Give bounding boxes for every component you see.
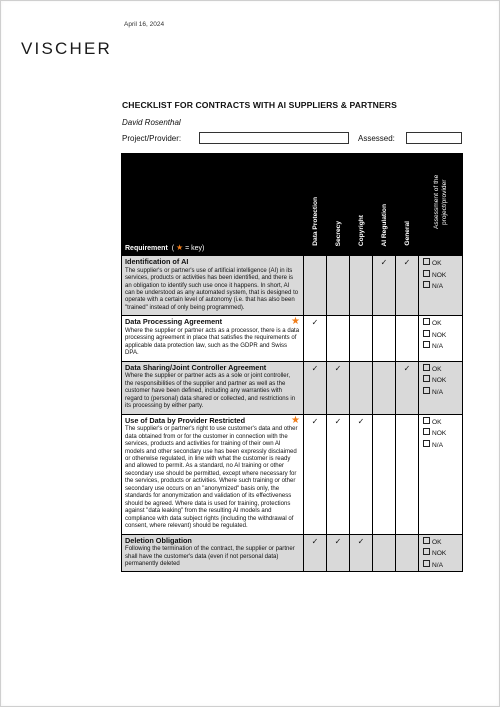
column-header-secrecy: Secrecy: [327, 154, 350, 256]
document-title: CHECKLIST FOR CONTRACTS WITH AI SUPPLIERS & PARTNERS: [122, 100, 397, 110]
check-cell: [396, 316, 419, 361]
check-cell: [350, 256, 373, 316]
project-provider-label: Project/Provider:: [122, 134, 182, 143]
checkmark-icon: ✓: [380, 258, 388, 267]
requirement-description: The supplier's or partner's use of artificial intelligence (AI) in its services, products or activities has been identified, and there is an obligation to identify such use once it happens. In short, AI can be understood as any automated system, that is designed to operate with a certain level of autonomy (i.e. that has also been "trained" instead of only being programmed).: [125, 267, 299, 311]
checkmark-icon: ✓: [311, 416, 319, 426]
checkmark-icon: ✓: [311, 363, 319, 373]
requirement-title: Identification of AI: [125, 257, 189, 266]
assessment-option[interactable]: [423, 375, 462, 387]
assessed-field[interactable]: [406, 132, 462, 144]
checkbox-icon[interactable]: [423, 537, 430, 544]
check-cell: [304, 316, 327, 361]
check-cell: [304, 414, 327, 534]
assessment-option-label: N/A: [432, 388, 443, 396]
checkbox-icon[interactable]: [423, 330, 430, 337]
assessment-option-label: N/A: [432, 283, 443, 290]
assessment-option[interactable]: [423, 417, 462, 429]
checkbox-icon[interactable]: [423, 318, 430, 325]
requirements-checklist-table: [121, 153, 463, 572]
checkbox-icon[interactable]: [423, 440, 430, 447]
assessment-option[interactable]: [423, 537, 462, 549]
requirement-cell: [122, 316, 304, 361]
assessment-option[interactable]: [423, 258, 462, 270]
requirement-description: Where the supplier or partner acts as a processor, there is a data processing agreement in place that satisfies the requirements of applicable data protection law, such as the GDPR and Swiss DPA.: [125, 327, 300, 357]
assessment-option-label: OK: [432, 418, 442, 426]
assessment-option[interactable]: [423, 440, 462, 452]
assessment-option[interactable]: [423, 330, 462, 342]
assessment-option-label: NOK: [432, 550, 447, 558]
check-cell: [373, 316, 396, 361]
assessment-option-label: NOK: [432, 377, 447, 385]
requirement-cell: [122, 361, 304, 414]
vischer-logo: VISCHER: [21, 39, 112, 58]
table-row: [122, 414, 463, 534]
checkmark-icon: ✓: [403, 363, 411, 373]
checkmark-icon: ✓: [334, 363, 342, 373]
assessment-option-label: NOK: [432, 271, 447, 279]
check-cell: [350, 316, 373, 361]
document-author: David Rosenthal: [122, 118, 181, 127]
requirement-description: Where the supplier or partner acts as a sole or joint controller, the responsibilities of the supplier and partner as well as the customer have been defined, including any warranties with regard to (personal) data shared or collected, and restrictions in its processing by either party.: [125, 373, 296, 410]
assessment-cell: [419, 361, 463, 414]
checkbox-icon[interactable]: [423, 548, 430, 555]
assessment-cell: [419, 256, 463, 316]
checkmark-icon: ✓: [334, 536, 342, 546]
check-cell: [350, 361, 373, 414]
checkmark-icon: ✓: [357, 536, 365, 546]
assessment-option-label: OK: [432, 365, 442, 373]
check-cell: [373, 256, 396, 316]
assessment-option-label: OK: [432, 538, 442, 546]
table-row: [122, 256, 463, 316]
key-star-icon: ★: [291, 316, 300, 328]
assessment-option-label: N/A: [432, 441, 443, 449]
check-cell: [327, 414, 350, 534]
checkmark-icon: ✓: [403, 258, 411, 267]
assessment-cell: [419, 414, 463, 534]
key-star-icon: ★: [291, 414, 300, 426]
requirement-title: Deletion Obligation: [125, 535, 192, 545]
assessment-cell: [419, 534, 463, 572]
assessment-option[interactable]: [423, 270, 462, 282]
checkmark-icon: ✓: [311, 318, 319, 328]
checkbox-icon[interactable]: [423, 560, 430, 567]
checkbox-icon[interactable]: [423, 258, 430, 265]
check-cell: [327, 361, 350, 414]
table-row: [122, 316, 463, 361]
assessment-option[interactable]: [423, 281, 462, 293]
assessment-option[interactable]: [423, 560, 462, 572]
column-header-ai-regulation: AI Regulation: [373, 154, 396, 256]
checkbox-icon[interactable]: [423, 417, 430, 424]
assessment-option[interactable]: [423, 387, 462, 399]
column-header-general: General: [396, 154, 419, 256]
assessment-option-label: N/A: [432, 343, 443, 351]
assessment-option-label: NOK: [432, 430, 447, 438]
checkbox-icon[interactable]: [423, 270, 430, 277]
table-row: [122, 361, 463, 414]
requirement-title: Data Processing Agreement: [125, 317, 223, 327]
table-row: [122, 534, 463, 572]
assessment-option-label: N/A: [432, 561, 443, 569]
check-cell: [327, 256, 350, 316]
check-cell: [396, 361, 419, 414]
requirement-cell: [122, 414, 304, 534]
check-cell: [327, 534, 350, 572]
project-provider-field[interactable]: [199, 132, 349, 144]
assessment-option-label: NOK: [432, 331, 447, 339]
requirement-title: Data Sharing/Joint Controller Agreement: [125, 362, 267, 372]
assessment-option-label: OK: [432, 260, 442, 267]
key-legend-text: = key): [185, 245, 205, 252]
checkbox-icon[interactable]: [423, 387, 430, 394]
column-header-assessment: Assessment of the project/provider: [419, 154, 463, 256]
checkbox-icon[interactable]: [423, 364, 430, 371]
assessed-label: Assessed:: [358, 134, 395, 143]
requirement-header-label: Requirement: [125, 245, 168, 252]
check-cell: [304, 256, 327, 316]
checkmark-icon: ✓: [334, 416, 342, 426]
assessment-option[interactable]: [423, 548, 462, 560]
assessment-option[interactable]: [423, 428, 462, 440]
assessment-option[interactable]: [423, 318, 462, 330]
checkbox-icon[interactable]: [423, 281, 430, 288]
checkmark-icon: ✓: [357, 416, 365, 426]
check-cell: [373, 414, 396, 534]
checkbox-icon[interactable]: [423, 375, 430, 382]
requirement-cell: [122, 534, 304, 572]
check-cell: [350, 414, 373, 534]
checkbox-icon[interactable]: [423, 341, 430, 348]
requirement-description: The supplier's or partner's right to use customer's data and other data obtained from or for the customer in connection with the services, products and activities for training of their own AI models and other secondary use has been expressly disclaimed or otherwise regulated, in line with what the customer is ready and allowed to permit. As a standard, no AI training or other secondary use should be permitted, except where necessary for the services, products or activities. Where such training or other secondary use occurs on an "anonymized" basis only, the standards for anonymization and validation of its effectiveness should be agreed. Where data is used for training, protections against "data leaking" from the resulting AI models and compliance with data subject rights (including the withdrawal of consent, where relevant) should be regulated.: [125, 426, 298, 530]
assessment-option[interactable]: [423, 341, 462, 353]
check-cell: [396, 256, 419, 316]
check-cell: [373, 361, 396, 414]
checkbox-icon[interactable]: [423, 428, 430, 435]
requirement-column-header: [122, 154, 304, 256]
document-date: April 16, 2024: [124, 21, 165, 28]
assessment-option-label: OK: [432, 320, 442, 328]
assessment-option[interactable]: [423, 364, 462, 376]
assessment-cell: [419, 316, 463, 361]
check-cell: [396, 414, 419, 534]
check-cell: [304, 534, 327, 572]
check-cell: [327, 316, 350, 361]
check-cell: [304, 361, 327, 414]
requirement-cell: [122, 256, 304, 316]
key-legend: ( ★ = key): [171, 243, 205, 252]
project-fields: [122, 132, 462, 146]
requirement-description: Following the termination of the contract, the supplier or partner shall have the customer's data (even if not personal data) permanently deleted: [125, 546, 295, 568]
check-cell: [373, 534, 396, 572]
column-header-data-protection: Data Protection: [304, 154, 327, 256]
star-icon: ★: [176, 243, 184, 252]
column-header-copyright: Copyright: [350, 154, 373, 256]
checkmark-icon: ✓: [311, 536, 319, 546]
check-cell: [396, 534, 419, 572]
check-cell: [350, 534, 373, 572]
requirement-title: Use of Data by Provider Restricted: [125, 415, 246, 425]
